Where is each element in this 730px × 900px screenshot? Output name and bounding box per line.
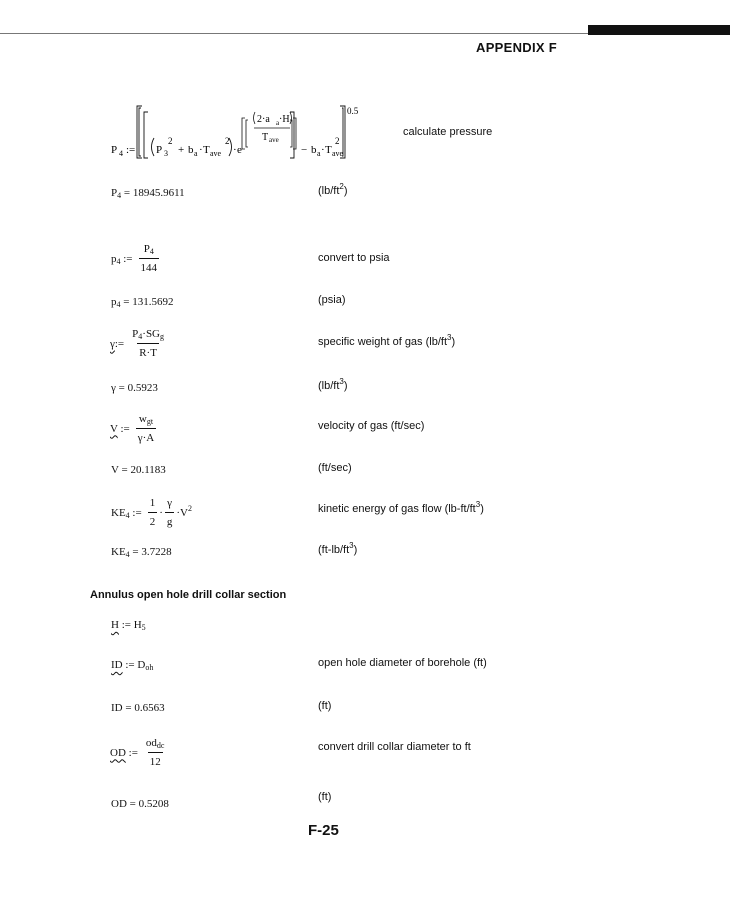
svg-text:b: b bbox=[188, 144, 194, 156]
comment-gamma-units: $(lb/ft^3)$ bbox=[318, 377, 348, 392]
svg-text:T: T bbox=[262, 132, 269, 143]
section-heading: Annulus open hole drill collar section bbox=[90, 589, 287, 601]
svg-text:2: 2 bbox=[335, 136, 340, 146]
gamma-definition: γ:= $\frac{P_4\cdot SG_g}{R\cdot T}$ bbox=[110, 328, 164, 359]
comment-id-units: (ft) bbox=[318, 700, 332, 712]
page-title: APPENDIX F bbox=[476, 40, 558, 55]
p4-psia-result: $p_4 = 131.5692$ bbox=[111, 296, 174, 309]
kinetic-energy-definition: $KE_4$ := $\frac{1}{2}$ · $\frac{\gamma}{g}$ $\cdot V^2$ bbox=[111, 497, 192, 528]
svg-text:2: 2 bbox=[168, 136, 173, 146]
svg-text:·H: ·H bbox=[279, 114, 290, 125]
svg-text:P: P bbox=[156, 144, 163, 156]
od-definition: OD := $\frac{od_{dc}}{12}$ bbox=[110, 737, 165, 768]
svg-text:4: 4 bbox=[119, 149, 123, 158]
p4-pressure-formula bbox=[108, 100, 358, 162]
comment-psia: (psia) bbox=[318, 294, 346, 306]
svg-text:a: a bbox=[276, 119, 280, 127]
svg-text:·: · bbox=[321, 144, 325, 156]
comment-p4-units: $(lb/ft^2)$ bbox=[318, 182, 348, 197]
id-definition: ID := $D_{oh}$ bbox=[111, 659, 154, 672]
svg-text:·: · bbox=[199, 144, 203, 156]
formula-lhs: P bbox=[111, 144, 118, 156]
comment-od-units: (ft) bbox=[318, 791, 332, 803]
svg-text:2·a: 2·a bbox=[257, 114, 270, 125]
svg-text:a: a bbox=[317, 149, 321, 158]
header-bar bbox=[588, 25, 730, 35]
svg-text:e: e bbox=[237, 144, 242, 156]
velocity-result: V = 20.1183 bbox=[111, 464, 166, 476]
comment-velocity-units: (ft/sec) bbox=[318, 462, 352, 474]
id-result: ID = 0.6563 bbox=[111, 702, 165, 714]
od-result: OD = 0.5208 bbox=[111, 798, 169, 810]
svg-text:·: · bbox=[233, 144, 237, 156]
comment-kinetic-energy: kinetic energy of gas flow $(lb-ft/ft^3)$ bbox=[318, 500, 484, 515]
p4-psia-definition: $p_4$ := $\frac{P_4}{144}$ bbox=[111, 243, 158, 274]
header-rule bbox=[0, 33, 588, 34]
svg-text:ave: ave bbox=[210, 149, 222, 158]
svg-text:T: T bbox=[203, 144, 210, 156]
p4-result: $P_4 = 18945.9611$ bbox=[111, 187, 185, 200]
svg-text:−: − bbox=[301, 144, 308, 156]
kinetic-energy-result: $KE_4 = 3.7228$ bbox=[111, 546, 172, 559]
svg-text:+: + bbox=[178, 144, 185, 156]
svg-text:ave: ave bbox=[332, 149, 344, 158]
comment-calculate-pressure: calculate pressure bbox=[403, 126, 493, 138]
svg-text:a: a bbox=[194, 149, 198, 158]
velocity-definition: V := $\frac{w_{gt}}{\gamma\cdot A}$ bbox=[110, 413, 155, 444]
comment-convert-drill-collar: convert drill collar diameter to ft bbox=[318, 741, 471, 753]
svg-text:b: b bbox=[311, 144, 317, 156]
svg-text::=: := bbox=[126, 144, 136, 156]
gamma-result: γ = 0.5923 bbox=[111, 382, 158, 394]
svg-text:3: 3 bbox=[164, 149, 168, 158]
comment-ke-units: $(ft-lb/ft^3)$ bbox=[318, 541, 358, 556]
svg-text:T: T bbox=[325, 144, 332, 156]
page-number: F-25 bbox=[308, 822, 339, 839]
comment-velocity: velocity of gas (ft/sec) bbox=[318, 420, 425, 432]
comment-specific-weight: specific weight of gas $(lb/ft^3)$ bbox=[318, 333, 456, 348]
svg-text:2: 2 bbox=[225, 136, 230, 146]
comment-open-hole-diameter: open hole diameter of borehole (ft) bbox=[318, 657, 487, 669]
svg-text:ave: ave bbox=[269, 136, 279, 144]
h-definition: H := $H_5$ bbox=[111, 619, 146, 632]
comment-convert-psia: convert to psia bbox=[318, 252, 390, 264]
svg-text:0.5: 0.5 bbox=[347, 106, 358, 116]
